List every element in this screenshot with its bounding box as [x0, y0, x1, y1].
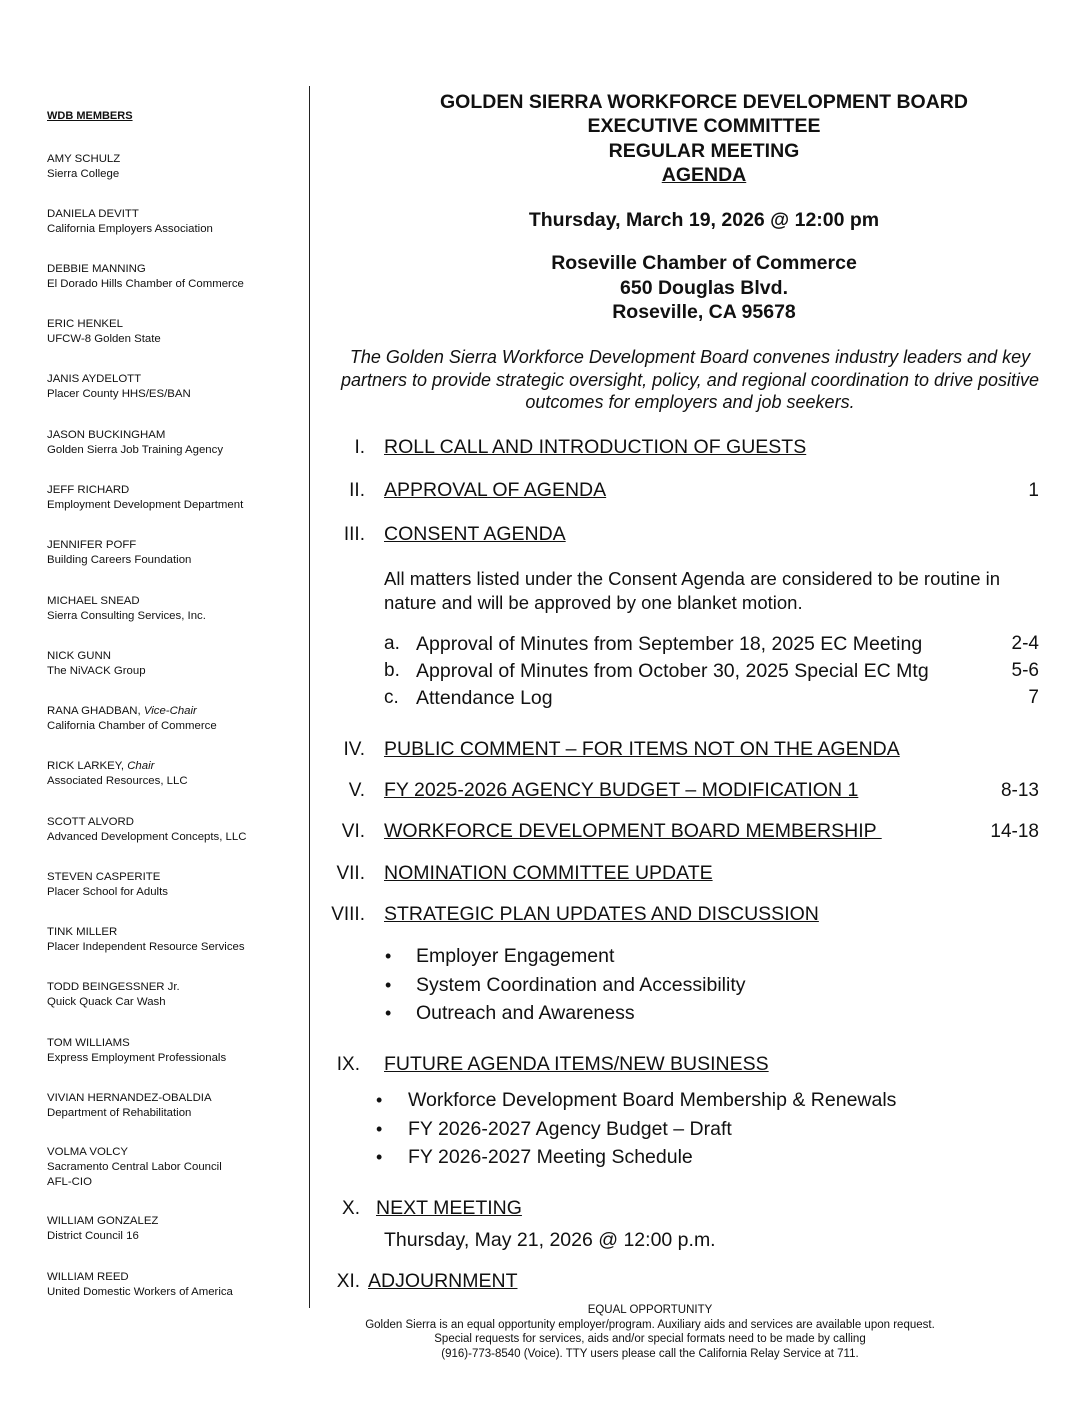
- member-organization: Building Careers Foundation: [47, 554, 192, 566]
- member-name: [47, 152, 120, 167]
- item-number: X.: [342, 1198, 360, 1219]
- agenda-item-public-comment: PUBLIC COMMENT – FOR ITEMS NOT ON THE AGENDA: [384, 738, 900, 760]
- member-entry: [47, 483, 243, 513]
- sub-letter: a.: [384, 633, 400, 654]
- page-ref: 14-18: [990, 821, 1039, 842]
- bullet-icon: •: [376, 1147, 383, 1167]
- item-number: I.: [354, 437, 365, 458]
- agenda-item-budget: FY 2025-2026 AGENCY BUDGET – MODIFICATION 1: [384, 779, 859, 801]
- member-name: [47, 483, 243, 498]
- meeting-datetime: Thursday, March 19, 2026 @ 12:00 pm: [528, 209, 880, 231]
- member-organization: Sierra College: [47, 168, 120, 180]
- consent-sub-item: Approval of Minutes from October 30, 2025 Special EC Mtg: [416, 660, 929, 682]
- member-name: [47, 372, 191, 387]
- member-name-text: VOLMA VOLCY: [47, 1146, 129, 1158]
- member-organization: Sierra Consulting Services, Inc.: [47, 610, 206, 622]
- member-entry: [47, 980, 180, 1010]
- item-number: VII.: [336, 863, 365, 884]
- member-organization: El Dorado Hills Chamber of Commerce: [47, 278, 244, 290]
- next-meeting-date: Thursday, May 21, 2026 @ 12:00 p.m.: [384, 1229, 716, 1251]
- member-organization: Employment Development Department: [47, 499, 244, 511]
- member-entry: [47, 1036, 226, 1066]
- member-name-text: TODD BEINGESSNER Jr.: [47, 981, 180, 993]
- member-entry: [47, 372, 191, 402]
- member-organization: District Council 16: [47, 1230, 139, 1242]
- member-entry: [47, 1270, 233, 1300]
- member-organization: Golden Sierra Job Training Agency: [47, 444, 224, 456]
- item-number: IX.: [336, 1054, 360, 1075]
- bullet-icon: •: [385, 975, 392, 995]
- member-organization: Department of Rehabilitation: [47, 1107, 192, 1119]
- venue-name: Roseville Chamber of Commerce: [551, 252, 857, 274]
- agenda-item-membership: WORKFORCE DEVELOPMENT BOARD MEMBERSHIP: [384, 820, 882, 842]
- member-name-text: WILLIAM REED: [47, 1271, 129, 1283]
- agenda-item-roll-call: ROLL CALL AND INTRODUCTION OF GUESTS: [384, 436, 807, 458]
- member-entry: [47, 594, 206, 624]
- member-entry: [47, 759, 188, 789]
- member-entry: [47, 1214, 158, 1244]
- agenda-title: AGENDA: [661, 164, 747, 186]
- member-name-text: TOM WILLIAMS: [47, 1037, 130, 1049]
- member-entry: [47, 428, 223, 458]
- footer-line: Golden Sierra is an equal opportunity employer/program. Auxiliary aids and services are available upon request.: [365, 1318, 935, 1331]
- meeting-type: REGULAR MEETING: [608, 140, 800, 162]
- member-name: [47, 538, 191, 553]
- member-name: [47, 870, 168, 885]
- equal-opportunity-footer: [320, 1303, 980, 1361]
- page-ref: 2-4: [1011, 633, 1039, 654]
- member-organization: Placer Independent Resource Services: [47, 941, 245, 953]
- member-name-text: WILLIAM GONZALEZ: [47, 1215, 159, 1227]
- member-name-text: JEFF RICHARD: [47, 484, 130, 496]
- members-heading: WDB MEMBERS: [47, 110, 133, 122]
- member-organization: AFL-CIO: [47, 1176, 92, 1188]
- item-number: V.: [348, 780, 365, 801]
- member-organization: California Employers Association: [47, 223, 213, 235]
- member-entry: [47, 870, 168, 900]
- agenda-item-strategic-plan: STRATEGIC PLAN UPDATES AND DISCUSSION: [384, 903, 819, 925]
- member-entry: [47, 538, 191, 568]
- member-entry: [47, 649, 146, 679]
- member-name: [47, 649, 146, 664]
- member-name: [47, 428, 223, 443]
- member-role: Vice-Chair: [143, 705, 197, 717]
- item-number: II.: [349, 480, 365, 501]
- sub-letter: b.: [384, 660, 400, 681]
- member-organization: Placer County HHS/ES/BAN: [47, 388, 191, 400]
- footer-title: EQUAL OPPORTUNITY: [587, 1304, 713, 1316]
- consent-sub-item: Approval of Minutes from September 18, 2025 EC Meeting: [416, 633, 923, 655]
- member-name-text: ERIC HENKEL: [47, 318, 123, 330]
- member-organization: California Chamber of Commerce: [47, 720, 217, 732]
- member-name: [47, 317, 161, 332]
- member-name: [47, 759, 188, 774]
- bullet-icon: •: [376, 1119, 383, 1139]
- item-number: IV.: [343, 739, 365, 760]
- member-organization: Advanced Development Concepts, LLC: [47, 831, 247, 843]
- page-ref: 7: [1028, 687, 1039, 708]
- strategic-bullet: Employer Engagement: [416, 945, 615, 967]
- member-name: [47, 925, 245, 940]
- item-number: VI.: [341, 821, 365, 842]
- member-name-text: SCOTT ALVORD: [47, 816, 134, 828]
- column-divider: [309, 86, 310, 1308]
- member-name-text: AMY SCHULZ: [47, 153, 121, 165]
- member-entry: [47, 152, 120, 182]
- member-organization: Quick Quack Car Wash: [47, 996, 166, 1008]
- agenda-item-future: FUTURE AGENDA ITEMS/NEW BUSINESS: [384, 1053, 769, 1075]
- future-bullet: FY 2026-2027 Meeting Schedule: [408, 1146, 693, 1168]
- member-name: [47, 1091, 212, 1106]
- consent-note: All matters listed under the Consent Agenda are considered to be routine in nature and will be approved by one blanket motion.: [384, 568, 1001, 613]
- page-ref: 1: [1028, 480, 1039, 501]
- member-name-text: TINK MILLER: [47, 926, 118, 938]
- member-name: [47, 594, 206, 609]
- member-name-text: MICHAEL SNEAD: [47, 595, 140, 607]
- member-name-text: JANIS AYDELOTT: [47, 373, 142, 385]
- sub-letter: c.: [384, 687, 399, 708]
- member-organization: Placer School for Adults: [47, 886, 168, 898]
- bullet-icon: •: [376, 1090, 383, 1110]
- future-bullet: FY 2026-2027 Agency Budget – Draft: [408, 1118, 732, 1140]
- member-name-text: NICK GUNN: [47, 650, 111, 662]
- member-name-text: DANIELA DEVITT: [47, 208, 139, 220]
- member-organization: UFCW-8 Golden State: [47, 333, 161, 345]
- consent-sub-item: Attendance Log: [416, 687, 553, 709]
- member-entry: [47, 1145, 222, 1190]
- member-entry: [47, 925, 245, 955]
- agenda-item-approval: APPROVAL OF AGENDA: [384, 479, 607, 501]
- member-organization: Express Employment Professionals: [47, 1052, 227, 1064]
- strategic-bullet: System Coordination and Accessibility: [416, 974, 746, 996]
- member-name-text: JENNIFER POFF: [47, 539, 137, 551]
- member-name: [47, 1036, 226, 1051]
- item-number: III.: [343, 524, 365, 545]
- member-entry: [47, 317, 161, 347]
- page-ref: 5-6: [1011, 660, 1039, 681]
- member-name-text: STEVEN CASPERITE: [47, 871, 161, 883]
- member-name: [47, 1145, 222, 1160]
- agenda-item-adjournment: ADJOURNMENT: [368, 1270, 518, 1292]
- member-organization: United Domestic Workers of America: [47, 1286, 233, 1298]
- member-name: [47, 704, 217, 719]
- member-entry: [47, 1091, 212, 1121]
- footer-line: Special requests for services, aids and/or special formats need to be made by calling: [434, 1333, 866, 1345]
- member-name: [47, 815, 246, 830]
- member-name: [47, 262, 244, 277]
- footer-line: (916)-773-8540 (Voice). TTY users please call the California Relay Service at 711.: [441, 1347, 859, 1360]
- member-name: [47, 980, 180, 995]
- board-title: GOLDEN SIERRA WORKFORCE DEVELOPMENT BOARD: [440, 91, 968, 113]
- agenda-item-consent: CONSENT AGENDA: [384, 523, 566, 545]
- item-number: XI.: [336, 1271, 360, 1292]
- member-name-text: RANA GHADBAN,: [47, 705, 144, 717]
- venue-city: Roseville, CA 95678: [612, 301, 796, 323]
- member-name-text: JASON BUCKINGHAM: [47, 429, 166, 441]
- committee-title: EXECUTIVE COMMITTEE: [587, 115, 821, 137]
- venue-street: 650 Douglas Blvd.: [620, 277, 788, 299]
- bullet-icon: •: [385, 1003, 392, 1023]
- member-name-text: VIVIAN HERNANDEZ-OBALDIA: [47, 1092, 212, 1104]
- member-entry: [47, 704, 217, 734]
- member-name: [47, 207, 213, 222]
- member-name-text: RICK LARKEY,: [47, 760, 128, 772]
- member-organization: Sacramento Central Labor Council: [47, 1161, 222, 1173]
- page-ref: 8-13: [1000, 780, 1039, 801]
- member-entry: [47, 815, 246, 845]
- member-organization: The NiVACK Group: [47, 665, 146, 677]
- future-bullet: Workforce Development Board Membership & Renewals: [408, 1089, 897, 1111]
- member-name: [47, 1270, 233, 1285]
- agenda-item-next-meeting: NEXT MEETING: [376, 1197, 522, 1219]
- bullet-icon: •: [385, 946, 392, 966]
- member-role: Chair: [127, 760, 155, 772]
- agenda-item-nomination: NOMINATION COMMITTEE UPDATE: [384, 862, 713, 884]
- mission-statement: The Golden Sierra Workforce Development Board convenes industry leaders and key partners to provide strategic oversight, policy, and regional coordination to drive positive outcomes for employers and job seekers.: [340, 347, 1040, 412]
- item-number: VIII.: [331, 904, 365, 925]
- member-entry: [47, 207, 213, 237]
- member-name-text: DEBBIE MANNING: [47, 263, 146, 275]
- member-organization: Associated Resources, LLC: [47, 775, 188, 787]
- strategic-bullet: Outreach and Awareness: [416, 1002, 635, 1024]
- member-name: [47, 1214, 158, 1229]
- member-entry: [47, 262, 244, 292]
